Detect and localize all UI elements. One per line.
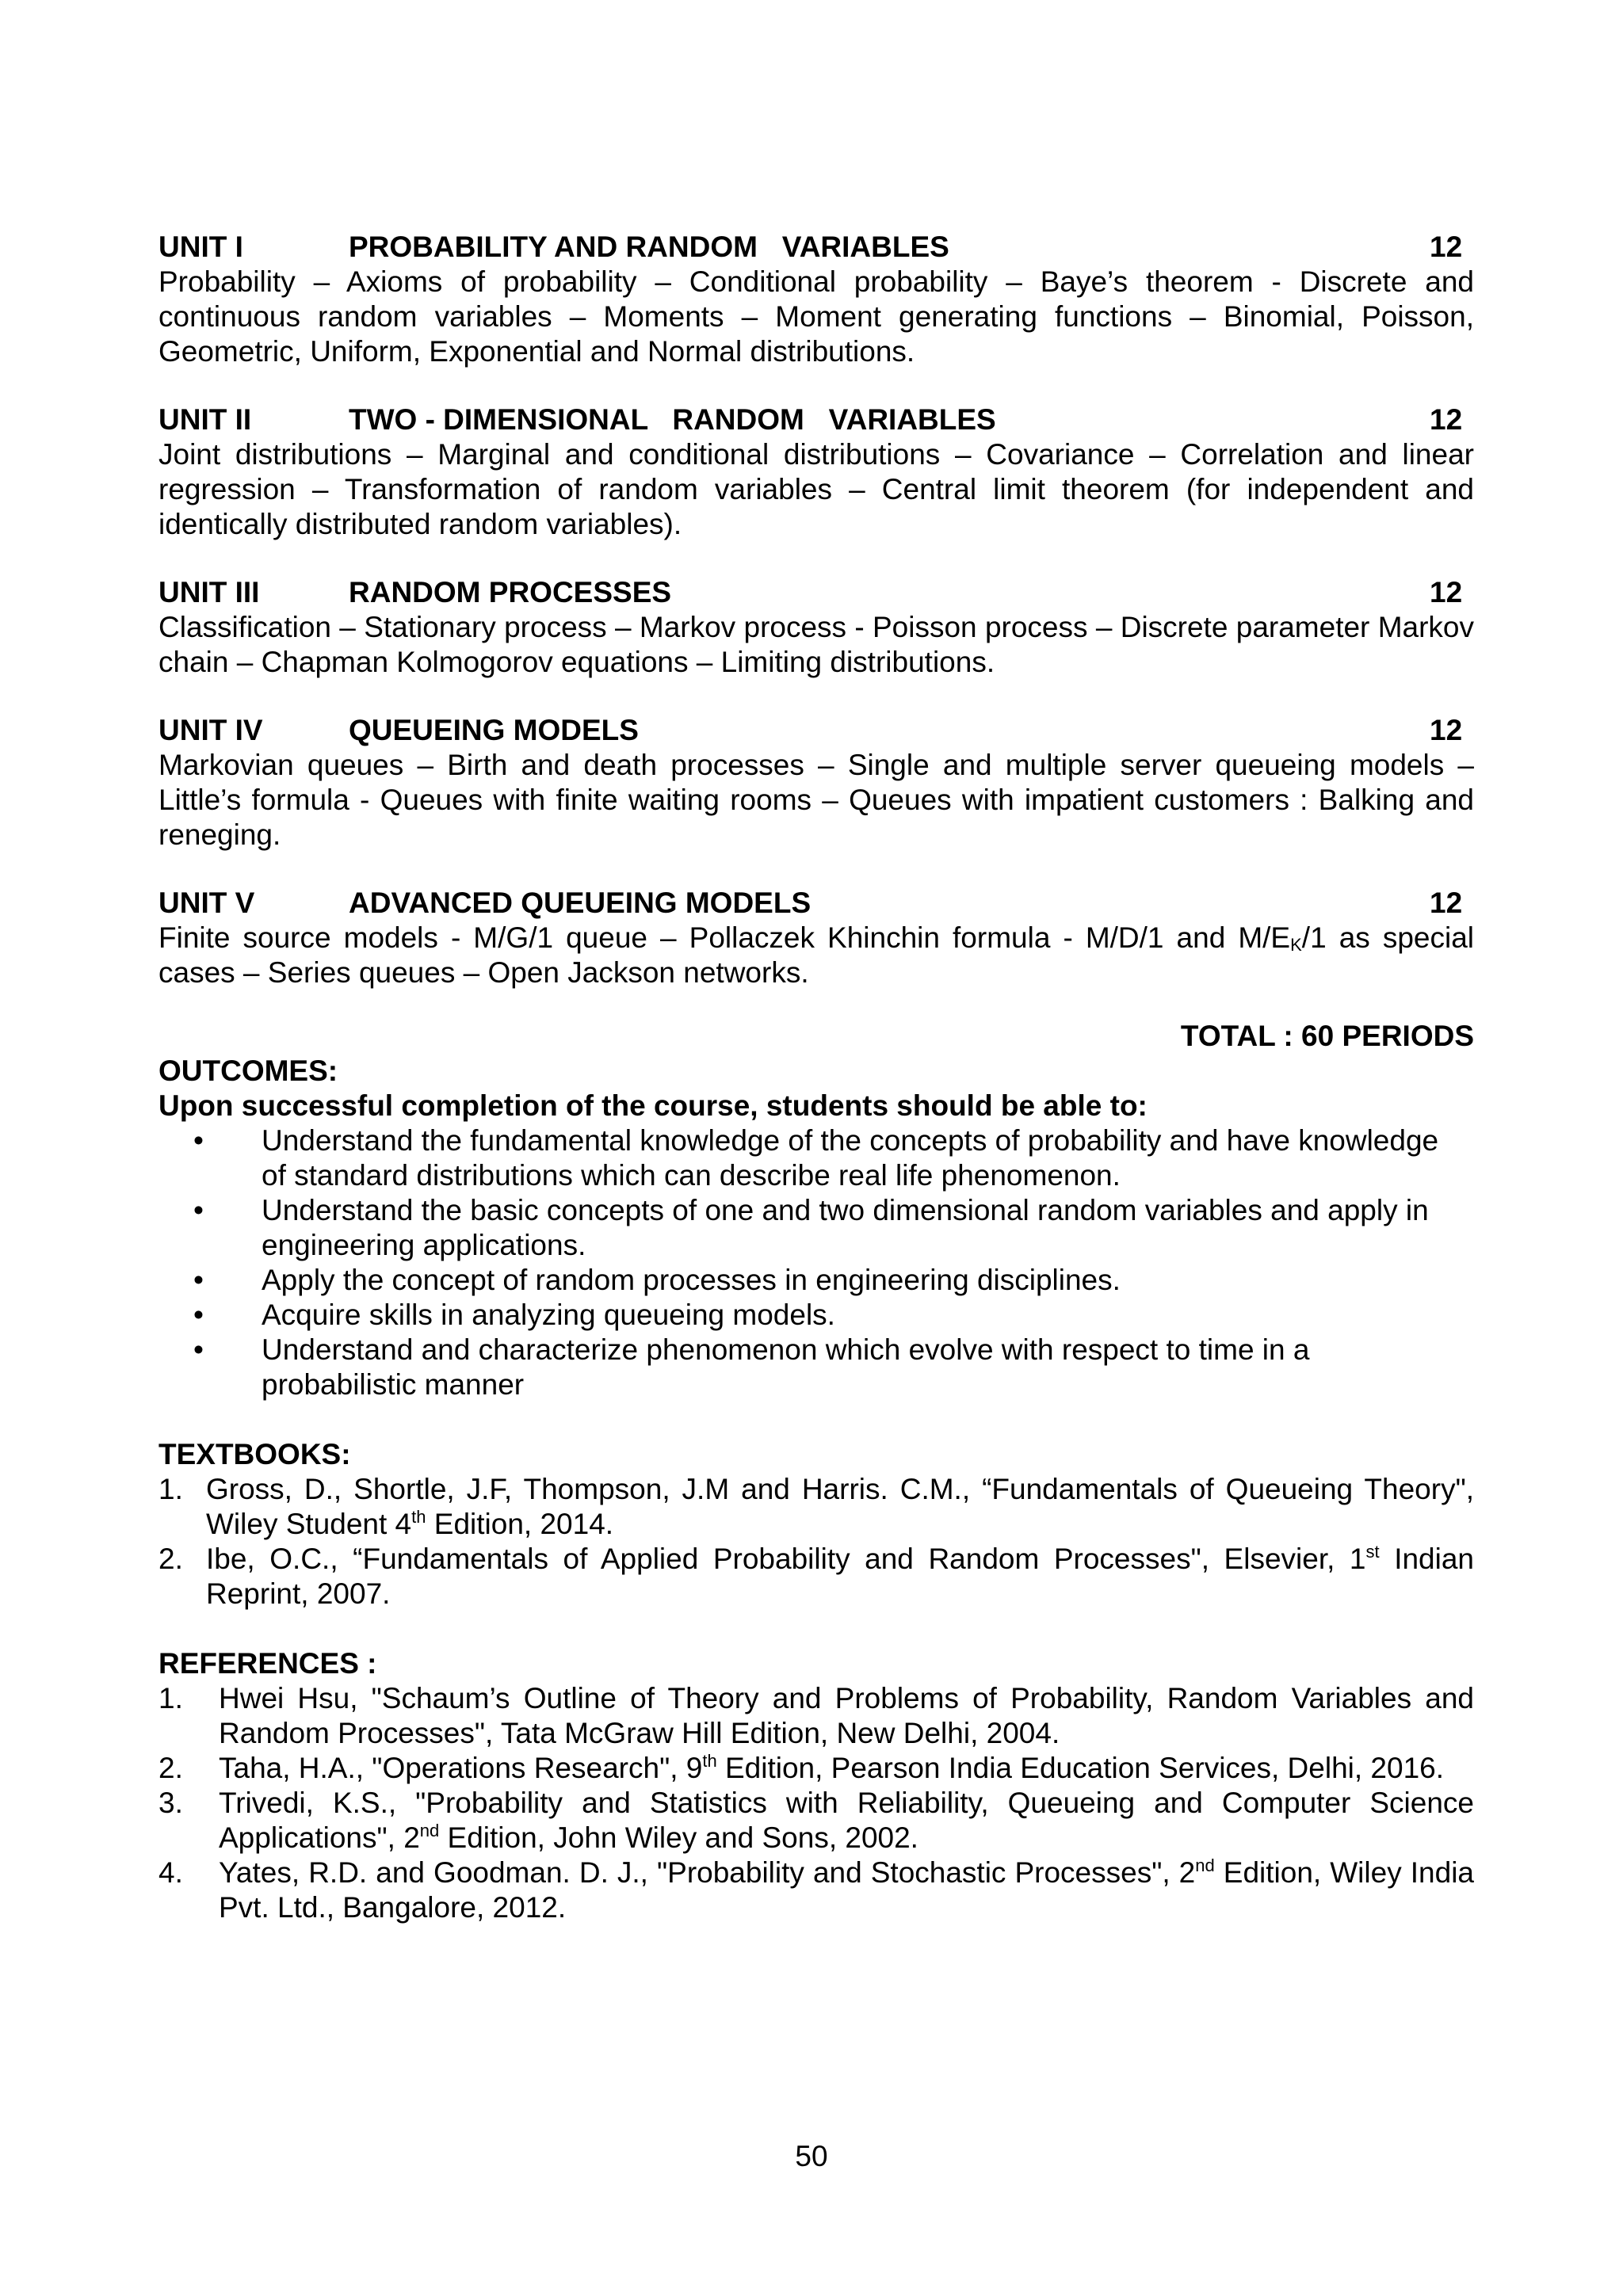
- unit-body: [158, 921, 1474, 990]
- textbook-item: [158, 1542, 1474, 1611]
- outcomes-list: [158, 1123, 1474, 1402]
- bullet-icon: •: [193, 1299, 204, 1331]
- outcome-item: [158, 1333, 1474, 1402]
- item-number: 2.: [158, 1543, 183, 1575]
- unit-1: [158, 230, 1474, 369]
- unit-hours: 12: [1430, 887, 1463, 919]
- item-text: Ibe, O.C., “Fundamentals of Applied Probability and Random Processes", Elsevier, 1: [206, 1543, 1366, 1575]
- references-list: [158, 1681, 1474, 1925]
- superscript: th: [702, 1751, 717, 1771]
- item-text-end: Indian Reprint, 2007.: [206, 1543, 1475, 1610]
- unit-heading: [158, 575, 1474, 610]
- outcomes-lead: Upon successful completion of the course, students should be able to:: [158, 1089, 1148, 1122]
- unit-title: RANDOM PROCESSES: [349, 576, 672, 608]
- outcome-text: Understand and characterize phenomenon which evolve with respect to time in a probabilistic manner: [262, 1333, 1310, 1401]
- unit-heading: [158, 886, 1474, 921]
- item-text: Gross, D., Shortle, J.F, Thompson, J.M and Harris. C.M., “Fundamentals of Queueing Theory", Wiley Student 4: [206, 1473, 1474, 1540]
- outcome-item: [158, 1298, 1474, 1333]
- unit-number: UNIT IV: [158, 714, 263, 746]
- unit-number: UNIT III: [158, 576, 260, 608]
- item-number: 1.: [158, 1473, 183, 1505]
- outcome-text: Acquire skills in analyzing queueing models.: [262, 1299, 835, 1331]
- unit-3: [158, 575, 1474, 680]
- outcomes-title: OUTCOMES:: [158, 1055, 338, 1087]
- subscript-k: K: [1290, 935, 1302, 955]
- total-periods: TOTAL : 60 PERIODS: [1180, 1020, 1474, 1052]
- item-text: Hwei Hsu, "Schaum’s Outline of Theory and Problems of Probability, Random Variables and Random Processes", Tata McGraw Hill Edition, New Delhi, 2004.: [219, 1682, 1474, 1749]
- unit-heading: [158, 230, 1474, 265]
- unit-hours: 12: [1430, 576, 1463, 608]
- reference-item: [158, 1855, 1474, 1925]
- unit-title: PROBABILITY AND RANDOM VARIABLES: [349, 231, 949, 263]
- page-number: 50: [795, 2140, 828, 2172]
- item-text-end: Edition, Wiley India Pvt. Ltd., Bangalore, 2012.: [219, 1856, 1474, 1924]
- item-number: 3.: [158, 1787, 183, 1819]
- unit-body: Classification – Stationary process – Markov process - Poisson process – Discrete parameter Markov chain – Chapman Kolmogorov equations – Limiting distributions.: [158, 611, 1474, 678]
- unit-hours: 12: [1430, 231, 1463, 263]
- unit-title: TWO - DIMENSIONAL RANDOM VARIABLES: [349, 403, 996, 436]
- superscript: nd: [1195, 1855, 1215, 1875]
- textbooks-title: TEXTBOOKS:: [158, 1438, 351, 1470]
- outcome-item: [158, 1263, 1474, 1298]
- outcome-text: Understand the basic concepts of one and two dimensional random variables and apply in engineering applications.: [262, 1194, 1429, 1261]
- bullet-icon: •: [193, 1194, 204, 1226]
- unit-hours: 12: [1430, 714, 1463, 746]
- textbooks-section: [158, 1437, 1474, 1611]
- item-number: 4.: [158, 1856, 183, 1889]
- reference-item: [158, 1751, 1474, 1786]
- superscript: nd: [419, 1821, 440, 1840]
- references-section: [158, 1646, 1474, 1925]
- reference-item: [158, 1786, 1474, 1855]
- unit-body-part-2: /1 as special cases – Series queues – Open Jackson networks.: [158, 921, 1474, 989]
- unit-hours: 12: [1430, 403, 1463, 436]
- bullet-icon: •: [193, 1124, 204, 1157]
- unit-number: UNIT V: [158, 887, 255, 919]
- outcome-text: Understand the fundamental knowledge of the concepts of probability and have knowledge of standard distributions which can describe real life phenomenon.: [262, 1124, 1439, 1192]
- outcomes-section: [158, 1054, 1474, 1402]
- unit-body: Markovian queues – Birth and death processes – Single and multiple server queueing models – Little’s formula - Queues with finite waiting rooms – Queues with impatient customers : Balking and reneging.: [158, 749, 1474, 851]
- unit-heading: [158, 402, 1474, 437]
- item-text-end: Edition, 2014.: [426, 1508, 614, 1540]
- item-text: Trivedi, K.S., "Probability and Statistics with Reliability, Queueing and Computer Science Applications", 2: [219, 1787, 1474, 1854]
- unit-4: [158, 713, 1474, 852]
- unit-title: ADVANCED QUEUEING MODELS: [349, 887, 812, 919]
- textbook-item: [158, 1472, 1474, 1542]
- bullet-icon: •: [193, 1333, 204, 1366]
- item-text-end: Edition, John Wiley and Sons, 2002.: [439, 1821, 918, 1854]
- outcome-item: [158, 1123, 1474, 1193]
- unit-body-part-1: Finite source models - M/G/1 queue – Pollaczek Khinchin formula - M/D/1 and M/E: [158, 921, 1291, 954]
- outcome-item: [158, 1193, 1474, 1263]
- item-text: Yates, R.D. and Goodman. D. J., "Probability and Stochastic Processes", 2: [219, 1856, 1196, 1889]
- unit-title: QUEUEING MODELS: [349, 714, 639, 746]
- unit-5: [158, 886, 1474, 990]
- references-title: REFERENCES :: [158, 1647, 377, 1680]
- unit-number: UNIT I: [158, 231, 243, 263]
- outcome-text: Apply the concept of random processes in engineering disciplines.: [262, 1264, 1121, 1296]
- syllabus-page: [158, 230, 1474, 1925]
- superscript: st: [1365, 1542, 1380, 1562]
- reference-item: [158, 1681, 1474, 1751]
- textbooks-list: [158, 1472, 1474, 1611]
- unit-body: Joint distributions – Marginal and conditional distributions – Covariance – Correlation and linear regression – Transformation of random variables – Central limit theorem (for independent and identically distributed random variables).: [158, 438, 1474, 540]
- unit-heading: [158, 713, 1474, 748]
- item-number: 1.: [158, 1682, 183, 1714]
- bullet-icon: •: [193, 1264, 204, 1296]
- item-text-end: Edition, Pearson India Education Services, Delhi, 2016.: [716, 1752, 1445, 1784]
- item-number: 2.: [158, 1752, 183, 1784]
- unit-body: Probability – Axioms of probability – Conditional probability – Baye’s theorem - Discrete and continuous random variables – Moments – Moment generating functions – Binomial, Poisson, Geometric, Uniform, Exponential and Normal distributions.: [158, 265, 1474, 368]
- superscript: th: [411, 1507, 426, 1527]
- item-text: Taha, H.A., "Operations Research", 9: [219, 1752, 703, 1784]
- unit-number: UNIT II: [158, 403, 252, 436]
- unit-2: [158, 402, 1474, 542]
